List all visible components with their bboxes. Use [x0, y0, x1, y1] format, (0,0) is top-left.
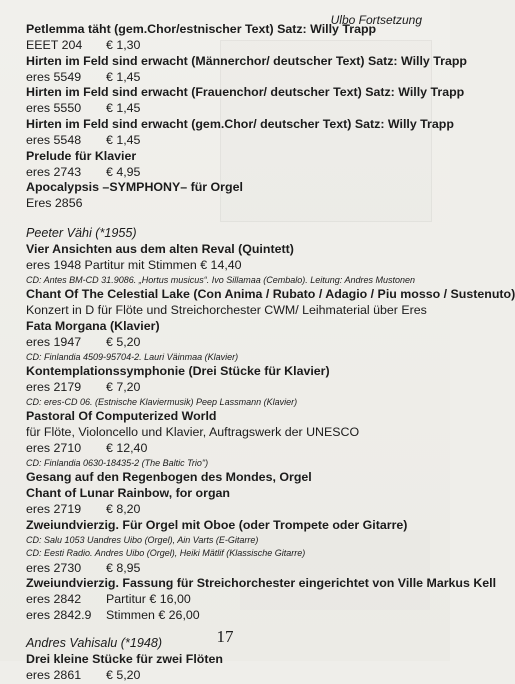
work-title [26, 652, 426, 668]
entry-text: eres 5550 [26, 101, 82, 116]
catalog-entry [26, 38, 426, 54]
catalog-entry [26, 380, 426, 396]
price: € 5,20 [106, 667, 141, 682]
recording-note [26, 396, 426, 410]
recording-note [26, 547, 426, 561]
catalog-content [26, 22, 515, 684]
recording-note [26, 351, 426, 365]
entry-text: Zweiundvierzig. Für Orgel mit Oboe (oder Trompete oder Gitarre) [26, 517, 408, 532]
section-vahi [26, 241, 515, 624]
work-title [26, 53, 467, 70]
work-title [26, 287, 515, 303]
entry-text: eres 2842 [26, 592, 82, 607]
entry-text: Pastoral Of Computerized World [26, 409, 217, 424]
entry-text: Drei kleine Stücke für zwei Flöten [26, 651, 223, 666]
entry-text: CD: Finlandia 4509-95704-2. Lauri Väinmaa (Klavier) [26, 351, 239, 362]
catalog-entry [26, 101, 426, 117]
entry-text: Eres 2856 [26, 196, 83, 211]
catalog-entry [26, 258, 426, 274]
entry-text: eres 2730 [26, 560, 82, 575]
catalog-entry [26, 425, 426, 441]
catalog-entry [26, 441, 426, 457]
catalog-entry [26, 592, 426, 608]
price: € 1,45 [106, 101, 141, 116]
catalog-entry [26, 561, 426, 577]
section-uibo [26, 22, 467, 212]
entry-text: eres 5548 [26, 132, 82, 147]
entry-text: Gesang auf den Regenbogen des Mondes, Orgel [26, 470, 312, 485]
work-title [26, 242, 426, 258]
entry-text: CD: Finlandia 0630-18435-2 (The Baltic Trio") [26, 457, 209, 468]
entry-text: eres 5549 [26, 69, 82, 84]
entry-text: Kontemplationssymphonie (Drei Stücke für Klavier) [26, 364, 330, 379]
price: € 12,40 [106, 440, 148, 455]
work-title [26, 117, 454, 133]
entry-text: eres 1948 Partitur mit Stimmen € 14,40 [26, 257, 242, 272]
work-title [26, 518, 426, 534]
catalog-entry [26, 502, 426, 518]
entry-text: Prelude für Klavier [26, 148, 137, 163]
entry-text: CD: eres-CD 06. (Estnische Klaviermusik) Peep Lassmann (Klavier) [26, 396, 298, 407]
catalog-entry [26, 668, 426, 684]
entry-text: Hirten im Feld sind erwacht (Frauenchor/ deutscher Text) Satz: Willy Trapp [26, 85, 465, 100]
work-title [26, 149, 426, 165]
price: € 5,20 [106, 334, 141, 349]
entry-text: Chant of Lunar Rainbow, for organ [26, 486, 230, 501]
recording-note [26, 274, 426, 288]
entry-text: eres 2861 [26, 667, 82, 682]
price: € 7,20 [106, 379, 141, 394]
composer-heading: Andres Vahisalu (*1948) [26, 636, 163, 650]
price: € 1,30 [106, 37, 141, 52]
entry-text: Vier Ansichten aus dem alten Reval (Quintett) [26, 241, 294, 256]
work-title [26, 409, 426, 425]
entry-text: Konzert in D für Flöte und Streichorchester CWM/ Leihmaterial über Eres [26, 303, 427, 317]
catalog-entry [26, 70, 426, 86]
work-title [26, 486, 426, 502]
entry-text: für Flöte, Violoncello und Klavier, Auftragswerk der UNESCO [26, 425, 360, 440]
catalog-entry [26, 608, 426, 624]
entry-text: eres 2743 [26, 164, 82, 179]
work-title [26, 576, 497, 592]
work-title [26, 180, 426, 196]
price: € 4,95 [106, 164, 141, 179]
entry-text: eres 2719 [26, 501, 82, 516]
work-title [26, 85, 465, 101]
entry-text: CD: Eesti Radio. Andres Uibo (Orgel), Heiki Mätlif (Klassische Gitarre) [26, 548, 306, 559]
catalog-entry [26, 303, 426, 319]
recording-note [26, 534, 426, 548]
work-title [26, 22, 426, 38]
price: € 1,45 [106, 132, 141, 147]
work-title [26, 319, 426, 335]
price: € 1,45 [106, 69, 141, 84]
composer-heading: Peeter Vähi (*1955) [26, 226, 137, 241]
catalog-entry [26, 196, 426, 212]
section-vahisalu [26, 652, 426, 684]
entry-text: eres 2710 [26, 440, 82, 455]
price: Partitur € 16,00 [106, 592, 191, 607]
entry-text: Zweiundvierzig. Fassung für Streichorchester eingerichtet von Ville Markus Kell [26, 576, 497, 591]
recording-note [26, 457, 426, 471]
catalog-entry [26, 335, 426, 351]
entry-text: EEET 204 [26, 37, 83, 52]
work-title [26, 470, 426, 486]
entry-text: eres 2179 [26, 379, 82, 394]
catalog-entry [26, 133, 426, 149]
work-title [26, 364, 426, 380]
entry-text: Chant Of The Celestial Lake (Con Anima / Rubato / Adagio / Piu mosso / Sustenuto) [26, 287, 515, 302]
price: € 8,95 [106, 560, 141, 575]
entry-text: Hirten im Feld sind erwacht (gem.Chor/ deutscher Text) Satz: Willy Trapp [26, 117, 454, 132]
entry-text: eres 1947 [26, 334, 82, 349]
price: Stimmen € 26,00 [106, 608, 200, 623]
catalog-entry [26, 165, 426, 181]
entry-text: CD: Salu 1053 Uandres Uibo (Orgel), Ain Varts (E-Gitarre) [26, 534, 259, 545]
entry-text: eres 2842.9 [26, 608, 92, 623]
entry-text: Fata Morgana (Klavier) [26, 318, 160, 333]
entry-text: Petlemma täht (gem.Chor/estnischer Text) Satz: Willy Trapp [26, 22, 377, 36]
entry-text: Apocalypsis –SYMPHONY– für Orgel [26, 180, 243, 195]
running-head: Ulbo Fortsetzung [330, 13, 422, 27]
price: € 8,20 [106, 501, 141, 516]
page-number: 17 [216, 627, 234, 646]
entry-text: CD: Antes BM-CD 31.9086. „Hortus musicus“. Ivo Sillamaa (Cembalo). Leitung: Andres Mustonen [26, 274, 415, 285]
entry-text: Hirten im Feld sind erwacht (Männerchor/ deutscher Text) Satz: Willy Trapp [26, 53, 467, 68]
